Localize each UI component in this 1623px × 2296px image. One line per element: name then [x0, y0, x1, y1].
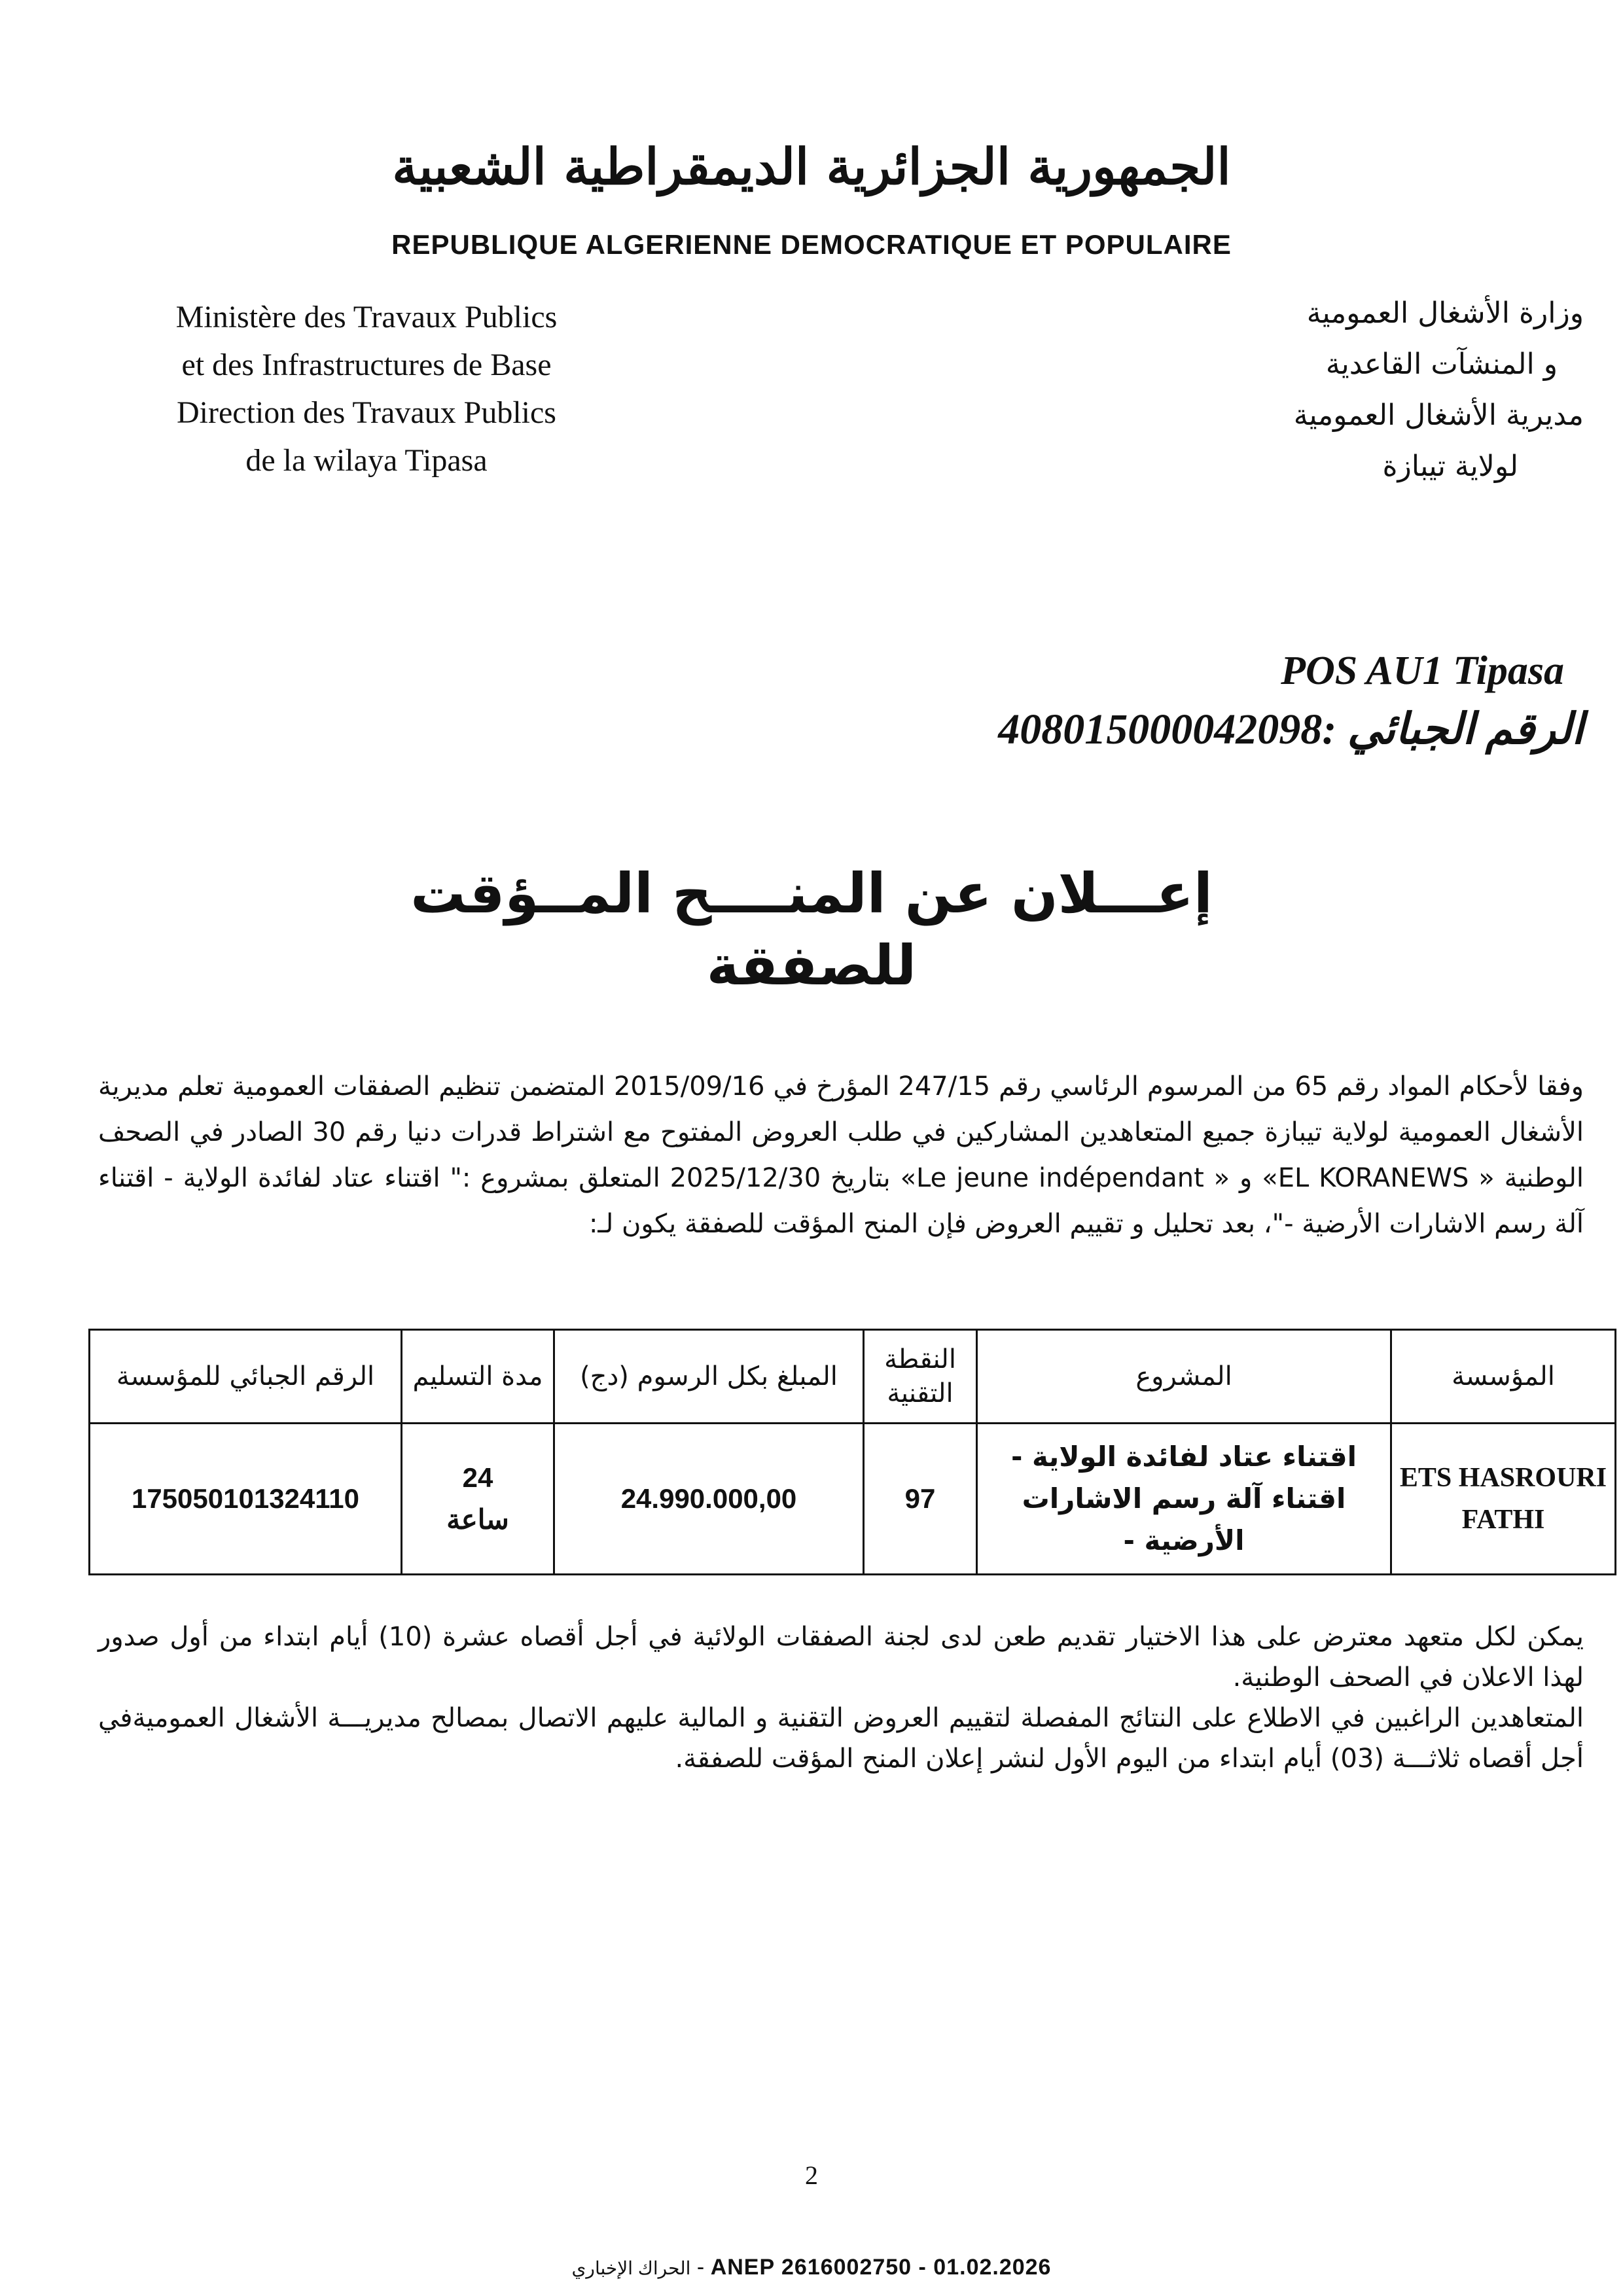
footer-reference: ANEP 2616002750 - 01.02.2026 — [710, 2255, 1052, 2280]
cell-delivery-delay — [402, 1424, 554, 1575]
table-header-row — [90, 1330, 1616, 1424]
table-row — [90, 1424, 1616, 1575]
footer-publication: الحراك الإخباري — [571, 2258, 691, 2278]
results-paragraph: المتعاهدين الراغبين في الاطلاع على النتائج المفصلة لتقييم العروض التقنية و المالية عليهم الاتصال بمصالح مديريـــة الأشغال العموميةفي أجل أقصاه ثلاثـــة (03) أيام ابتداء من اليوم الأول لنشر إعلان المنح المؤقت للصفقة. — [98, 1703, 1584, 1774]
cell-company: ETS HASROURI FATHI — [1391, 1424, 1616, 1575]
ministry-fr-line: et des Infrastructures de Base — [181, 348, 552, 382]
delay-unit: ساعة — [446, 1504, 509, 1535]
delay-value: 24 — [462, 1462, 493, 1493]
cell-fiscal-id: 175050101324110 — [90, 1424, 402, 1575]
ministry-fr-line: Direction des Travaux Publics — [177, 395, 556, 430]
notice-title-line-1: إعـــلان عن المنــــح المــؤقت — [410, 861, 1213, 925]
fiscal-id-line — [916, 704, 1584, 755]
cell-project: اقتناء عتاد لفائدة الولاية - اقتناء آلة رسم الاشارات الأرضية - — [977, 1424, 1391, 1575]
appeal-section — [98, 1617, 1584, 1779]
header-project: المشروع — [977, 1330, 1391, 1424]
ministry-ar-line: و المنشآت القاعدية — [1325, 348, 1558, 381]
header-fiscal-id: الرقم الجبائي للمؤسسة — [90, 1330, 402, 1424]
notice-title — [0, 857, 1623, 1001]
fiscal-id-label: الرقم الجبائي : — [1322, 706, 1584, 753]
page-number: 2 — [805, 2161, 818, 2190]
ministry-block-fr — [118, 293, 615, 484]
ministry-ar-line: مديرية الأشغال العمومية — [1293, 399, 1584, 432]
cell-technical-score: 97 — [864, 1424, 977, 1575]
header-technical-score: النقطة التقنية — [864, 1330, 977, 1424]
footer: الحراك الإخباري - ANEP 2616002750 - 01.02.2026 — [571, 2255, 1052, 2280]
intro-paragraph: وفقا لأحكام المواد رقم 65 من المرسوم الرئاسي رقم 247/15 المؤرخ في 2015/09/16 المتضمن تنظيم الصفقات العمومية تعلم مديرية الأشغال العمومية لولاية تيبازة جميع المتعاهدين المشاركين في طلب العروض المفتوح مع اشتراط قدرات دنيا رقم 30 الصادر في الصحف الوطنية « EL KORANEWS» و « Le jeune indépendant» بتاريخ 2025/12/30 المتعلق بمشروع :" اقتناء عتاد لفائدة الولاية - اقتناء آلة رسم الاشارات الأرضية -"، بعد تحليل و تقييم العروض فإن المنح المؤقت للصفقة يكون لـ: — [98, 1071, 1584, 1239]
republic-title-ar: الجمهورية الجزائرية الديمقراطية الشعبية — [392, 137, 1231, 196]
cell-amount: 24.990.000,00 — [554, 1424, 864, 1575]
fiscal-id-number: 408015000042098 — [998, 706, 1323, 753]
notice-title-line-2: للصفقة — [706, 933, 917, 997]
ministry-fr-line: de la wilaya Tipasa — [245, 443, 488, 478]
ministry-fr-line: Ministère des Travaux Publics — [175, 300, 558, 334]
republic-title-fr: REPUBLIQUE ALGERIENNE DEMOCRATIQUE ET POPULAIRE — [391, 229, 1232, 260]
ministry-ar-line: لولاية تيبازة — [1382, 450, 1518, 483]
header-company: المؤسسة — [1391, 1330, 1616, 1424]
pos-reference: POS AU1 Tipasa — [1281, 649, 1564, 693]
header-delivery-delay: مدة التسليم — [402, 1330, 554, 1424]
appeal-paragraph: يمكن لكل متعهد معترض على هذا الاختيار تقديم طعن لدى لجنة الصفقات الولائية في أجل أقصاه عشرة (10) أيام ابتداء من أول صدور لهذا الاعلان في الصحف الوطنية. — [98, 1622, 1584, 1693]
ministry-ar-line: وزارة الأشغال العمومية — [1306, 296, 1584, 330]
ministry-block-ar — [1021, 288, 1584, 492]
award-table — [88, 1329, 1616, 1575]
header-amount: المبلغ بكل الرسوم (دج) — [554, 1330, 864, 1424]
